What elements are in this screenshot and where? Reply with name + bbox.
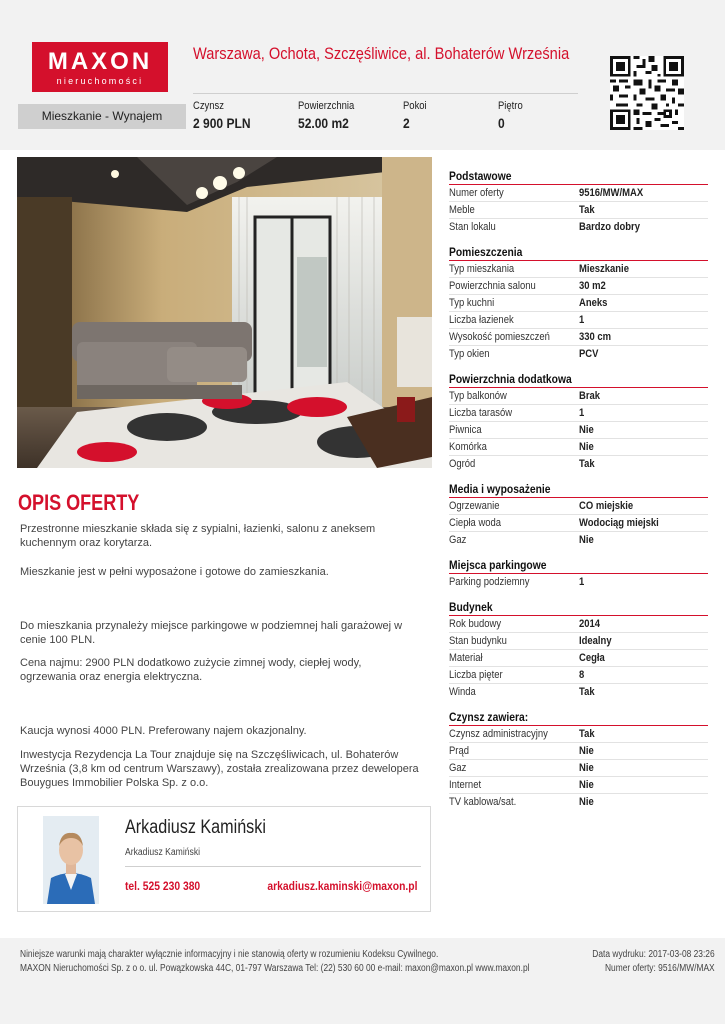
- detail-row: [449, 794, 708, 811]
- details-section: [449, 599, 708, 701]
- detail-key: Meble: [449, 204, 475, 216]
- detail-key: Internet: [449, 779, 482, 791]
- detail-key: Materiał: [449, 652, 483, 664]
- detail-value: Tak: [579, 458, 595, 470]
- description-paragraph: Mieszkanie jest w pełni wyposażone i gotowe do zamieszkania.: [20, 566, 329, 578]
- detail-row: [449, 456, 708, 473]
- section-title: [449, 481, 708, 498]
- detail-value: Mieszkanie: [579, 263, 629, 275]
- stat-value: 2 900 PLN: [193, 115, 251, 131]
- detail-key: Ogrzewanie: [449, 500, 500, 512]
- detail-value: 1: [579, 576, 585, 588]
- stat-value: 0: [498, 115, 505, 131]
- footer-print-date: Data wydruku: 2017-03-08 23:26: [592, 949, 715, 960]
- stat-label: Piętro: [498, 100, 523, 112]
- footer-company: MAXON Nieruchomości Sp. z o o. ul. Powązkowska 44C, 01-797 Warszawa Tel: (22) 530 60 00 e-mail: maxon@maxon.pl www.maxon.pl: [20, 963, 530, 974]
- detail-key: Gaz: [449, 534, 467, 546]
- detail-value: Nie: [579, 424, 594, 436]
- section-title-text: Pomieszczenia: [449, 245, 523, 259]
- detail-key: Ogród: [449, 458, 476, 470]
- detail-value: 330 cm: [579, 331, 612, 343]
- detail-key: Powierzchnia salonu: [449, 280, 536, 292]
- detail-value: Brak: [579, 390, 601, 402]
- footer-legal: [20, 948, 529, 976]
- agent-avatar: [43, 816, 99, 904]
- detail-row: [449, 346, 708, 363]
- detail-key: Gaz: [449, 762, 467, 774]
- details-section: [449, 481, 708, 549]
- section-title-text: Czynsz zawiera:: [449, 710, 529, 724]
- description-paragraph: Inwestycja Rezydencja La Tour znajduje się na Szczęśliwicach, ul. Bohaterów Września (3,8 km od centrum Warszawy), została zrealizowana przez dewelopera Bouygues Immobilier Polska Sp. z o.o.: [20, 749, 419, 789]
- qr-code-icon[interactable]: [610, 56, 684, 130]
- detail-key: Stan lokalu: [449, 221, 496, 233]
- section-title: [449, 557, 708, 574]
- detail-key: Parking podziemny: [449, 576, 530, 588]
- section-title-text: Miejsca parkingowe: [449, 558, 547, 572]
- detail-row: [449, 219, 708, 236]
- detail-key: Wysokość pomieszczeń: [449, 331, 550, 343]
- section-title-text: Media i wyposażenie: [449, 482, 551, 496]
- detail-row: [449, 329, 708, 346]
- detail-row: [449, 295, 708, 312]
- logo-wordmark: MAXON: [47, 48, 153, 75]
- section-title-text: Budynek: [449, 600, 493, 614]
- section-title: [449, 599, 708, 616]
- detail-row: [449, 760, 708, 777]
- details-section: [449, 557, 708, 591]
- details-section: [449, 371, 708, 473]
- section-title: [449, 371, 708, 388]
- detail-key: Typ kuchni: [449, 297, 495, 309]
- detail-row: [449, 743, 708, 760]
- detail-value: Idealny: [579, 635, 612, 647]
- footer-offer-number: Numer oferty: 9516/MW/MAX: [605, 963, 715, 974]
- detail-value: 30 m2: [579, 280, 606, 292]
- detail-row: [449, 422, 708, 439]
- detail-value: 9516/MW/MAX: [579, 187, 644, 199]
- detail-key: Liczba pięter: [449, 669, 503, 681]
- stat-label: Czynsz: [193, 100, 225, 112]
- detail-key: Liczba tarasów: [449, 407, 513, 419]
- agent-phone-link[interactable]: tel. 525 230 380: [125, 879, 201, 893]
- detail-value: PCV: [579, 348, 599, 360]
- detail-key: Komórka: [449, 441, 487, 453]
- detail-row: [449, 405, 708, 422]
- detail-row: [449, 278, 708, 295]
- description-paragraph: Do mieszkania przynależy miejsce parkingowe w podziemnej hali garażowej w cenie 100 PLN.: [20, 620, 403, 646]
- footer-disclaimer: Niniejsze warunki mają charakter wyłącznie informacyjny i nie stanowią oferty w rozumieniu Kodeksu Cywilnego.: [20, 949, 439, 960]
- stat-label: Pokoi: [403, 100, 427, 112]
- detail-value: Tak: [579, 204, 595, 216]
- stat-floor: [498, 100, 527, 131]
- detail-key: Liczba łazienek: [449, 314, 514, 326]
- detail-key: Winda: [449, 686, 476, 698]
- detail-key: Rok budowy: [449, 618, 502, 630]
- logo-subtitle: nieruchomości: [56, 76, 144, 86]
- detail-row: [449, 185, 708, 202]
- stat-value: 2: [403, 115, 410, 131]
- detail-key: Prąd: [449, 745, 469, 757]
- agent-name: Arkadiusz Kamiński: [125, 817, 266, 838]
- section-title: [449, 244, 708, 261]
- section-title-text: Podstawowe: [449, 169, 512, 183]
- detail-row: [449, 633, 708, 650]
- header-divider: [193, 93, 578, 94]
- detail-key: Typ okien: [449, 348, 490, 360]
- description-paragraph: Przestronne mieszkanie składa się z sypialni, łazienki, salonu z aneksem kuchennym oraz korytarza.: [20, 523, 376, 549]
- details-section: [449, 709, 708, 811]
- detail-value: 1: [579, 407, 585, 419]
- details-section: [449, 244, 708, 363]
- description-paragraph: Kaucja wynosi 4000 PLN. Preferowany najem okazjonalny.: [20, 725, 307, 737]
- section-title: [449, 168, 708, 185]
- section-title: [449, 709, 708, 726]
- page-header: [0, 0, 725, 150]
- detail-row: [449, 312, 708, 329]
- detail-row: [449, 515, 708, 532]
- detail-value: Nie: [579, 762, 594, 774]
- detail-row: [449, 574, 708, 591]
- detail-value: Aneks: [579, 297, 608, 309]
- stat-value: 52.00 m2: [298, 115, 349, 131]
- detail-row: [449, 261, 708, 278]
- details-panel: [449, 168, 708, 819]
- detail-row: [449, 684, 708, 701]
- details-section: [449, 168, 708, 236]
- detail-key: Ciepła woda: [449, 517, 502, 529]
- description-title: OPIS OFERTY: [18, 490, 140, 515]
- detail-value: Nie: [579, 779, 594, 791]
- detail-value: Bardzo dobry: [579, 221, 640, 233]
- agent-email-link[interactable]: arkadiusz.kaminski@maxon.pl: [266, 879, 417, 893]
- agent-subtitle: Arkadiusz Kamiński: [125, 847, 201, 858]
- detail-row: [449, 532, 708, 549]
- detail-key: Typ mieszkania: [449, 263, 515, 275]
- agent-divider: [125, 866, 421, 867]
- detail-row: [449, 650, 708, 667]
- offer-address: Warszawa, Ochota, Szczęśliwice, al. Bohaterów Września: [193, 44, 570, 63]
- stat-label: Powierzchnia: [298, 100, 355, 112]
- detail-value: 2014: [579, 618, 601, 630]
- detail-key: Numer oferty: [449, 187, 504, 199]
- detail-row: [449, 388, 708, 405]
- detail-key: Piwnica: [449, 424, 482, 436]
- offer-type-badge: Mieszkanie - Wynajem: [18, 104, 186, 129]
- agent-card: [17, 806, 431, 912]
- detail-value: 1: [579, 314, 585, 326]
- detail-row: [449, 726, 708, 743]
- detail-row: [449, 202, 708, 219]
- detail-key: TV kablowa/sat.: [449, 796, 517, 808]
- detail-row: [449, 498, 708, 515]
- detail-value: Cegła: [579, 652, 605, 664]
- page-footer: [0, 938, 725, 1024]
- stat-rooms: [403, 100, 431, 131]
- detail-value: 8: [579, 669, 585, 681]
- detail-key: Czynsz administracyjny: [449, 728, 548, 740]
- section-title-text: Powierzchnia dodatkowa: [449, 372, 572, 386]
- detail-value: Nie: [579, 745, 594, 757]
- detail-value: Tak: [579, 686, 595, 698]
- detail-row: [449, 777, 708, 794]
- detail-value: Wodociąg miejski: [579, 517, 659, 529]
- stat-rent: [193, 100, 260, 131]
- detail-value: CO miejskie: [579, 500, 634, 512]
- detail-value: Nie: [579, 534, 594, 546]
- detail-row: [449, 439, 708, 456]
- description-paragraph: Cena najmu: 2900 PLN dodatkowo zużycie zimnej wody, ciepłej wody, ogrzewania oraz energia elektryczna.: [20, 657, 362, 683]
- footer-meta: [593, 948, 715, 976]
- detail-row: [449, 616, 708, 633]
- stat-area: [298, 100, 363, 131]
- detail-key: Stan budynku: [449, 635, 507, 647]
- detail-value: Nie: [579, 796, 594, 808]
- maxon-logo[interactable]: [32, 42, 168, 92]
- property-photo[interactable]: [17, 157, 432, 468]
- detail-value: Nie: [579, 441, 594, 453]
- detail-row: [449, 667, 708, 684]
- detail-key: Typ balkonów: [449, 390, 507, 402]
- detail-value: Tak: [579, 728, 595, 740]
